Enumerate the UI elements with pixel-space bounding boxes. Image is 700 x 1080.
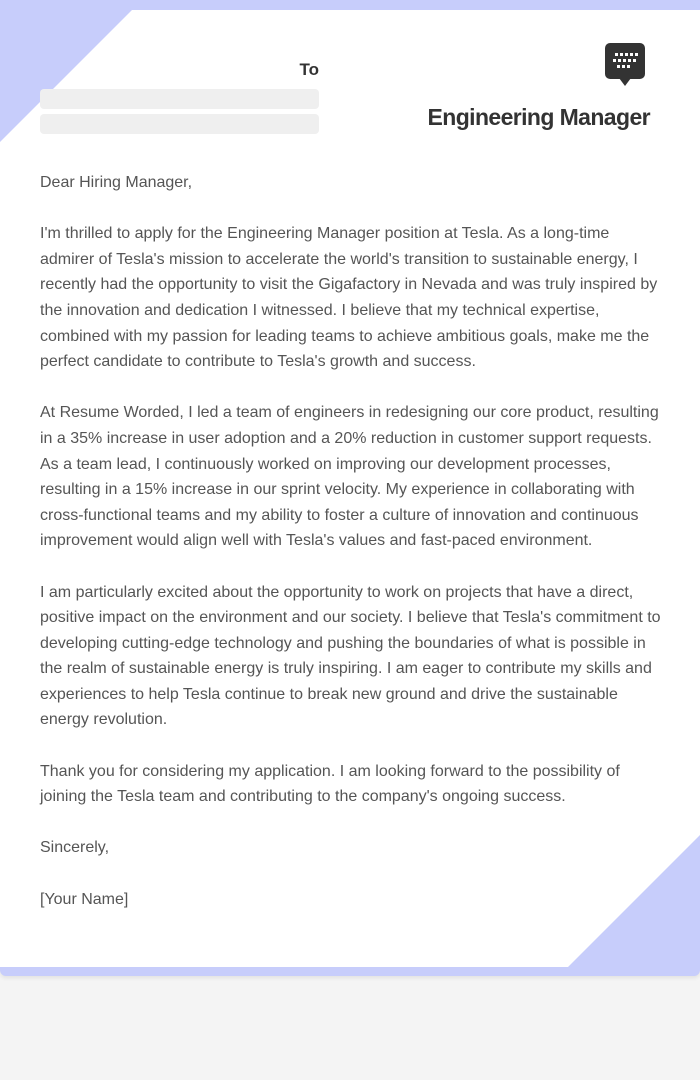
resume-worded-logo-icon [605, 43, 645, 87]
recipient-placeholder-line-2 [40, 114, 319, 134]
body-paragraph-1: I'm thrilled to apply for the Engineering Manager position at Tesla. As a long-time admirer of Tesla's mission to accelerate the world's transition to sustainable energy, I recently had the opportunity to visit the Gigafactory in Nevada and was truly inspired by the innovation and dedication I witnessed. I believe that my technical expertise, combined with my passion for leading teams to achieve ambitious goals, make me the perfect candidate to contribute to Tesla's growth and success. [40, 225, 658, 371]
to-label: To [299, 60, 319, 79]
recipient-placeholder-line-1 [40, 89, 319, 109]
body-paragraph-3: I am particularly excited about the opportunity to work on projects that have a direct, positive impact on the environment and our society. I believe that Tesla's commitment to developing cutting-edge technology and pushing the boundaries of what is possible in the realm of sustainable energy is truly inspiring. I am eager to contribute my skills and experiences to help Tesla continue to break new ground and drive the sustainable energy revolution. [40, 583, 661, 729]
salutation: Dear Hiring Manager, [40, 174, 193, 191]
letter-body [40, 170, 666, 938]
body-paragraph-2: At Resume Worded, I led a team of engineers in redesigning our core product, resulting in a 35% increase in user adoption and a 20% reduction in customer support requests. As a team lead, I continuously worked on improving our development processes, resulting in a 15% increase in our sprint velocity. My experience in collaborating with cross-functional teams and my ability to foster a culture of innovation and continuous improvement would align well with Tesla's values and fast-paced environment. [40, 404, 659, 550]
job-title-heading: Engineering Manager [427, 104, 650, 130]
body-paragraph-4: Thank you for considering my application. I am looking forward to the possibility of joining the Tesla team and contributing to the company's ongoing success. [40, 762, 620, 806]
closing: Sincerely, [40, 839, 110, 857]
signature-placeholder: [Your Name] [40, 890, 129, 908]
cover-letter-page [0, 10, 700, 967]
